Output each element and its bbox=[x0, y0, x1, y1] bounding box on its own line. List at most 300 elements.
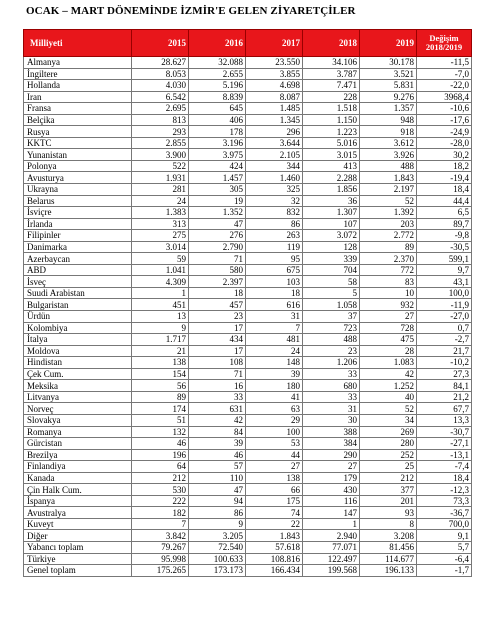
year-2017-cell: 74 bbox=[246, 507, 303, 519]
year-2017-cell: 1.345 bbox=[246, 114, 303, 126]
year-2016-cell: 94 bbox=[189, 495, 246, 507]
change-cell: -1,7 bbox=[417, 565, 472, 577]
table-row bbox=[24, 530, 472, 542]
table-row bbox=[24, 518, 472, 530]
year-2016-cell: 47 bbox=[189, 218, 246, 230]
year-2019-cell: 10 bbox=[360, 287, 417, 299]
year-2015-cell: 522 bbox=[132, 160, 189, 172]
table-row bbox=[24, 507, 472, 519]
year-2015-cell: 1.717 bbox=[132, 334, 189, 346]
year-2016-cell: 84 bbox=[189, 426, 246, 438]
year-2019-cell: 728 bbox=[360, 322, 417, 334]
year-2017-cell: 832 bbox=[246, 207, 303, 219]
change-cell: 9,7 bbox=[417, 264, 472, 276]
change-cell: 67,7 bbox=[417, 403, 472, 415]
year-2019-cell: 201 bbox=[360, 495, 417, 507]
year-2018-cell: 1.150 bbox=[303, 114, 360, 126]
nationality-cell: Gürcistan bbox=[24, 438, 132, 450]
year-2017-cell: 138 bbox=[246, 472, 303, 484]
year-2015-cell: 813 bbox=[132, 114, 189, 126]
year-2015-cell: 2.695 bbox=[132, 103, 189, 115]
year-2019-cell: 918 bbox=[360, 126, 417, 138]
year-2017-cell: 57.618 bbox=[246, 541, 303, 553]
change-cell: -11,5 bbox=[417, 57, 472, 69]
year-2018-cell: 388 bbox=[303, 426, 360, 438]
year-2018-cell: 2.940 bbox=[303, 530, 360, 542]
year-2016-cell: 2.397 bbox=[189, 276, 246, 288]
table-row bbox=[24, 449, 472, 461]
year-2019-cell: 28 bbox=[360, 345, 417, 357]
nationality-cell: Türkiye bbox=[24, 553, 132, 565]
year-2019-cell: 81.456 bbox=[360, 541, 417, 553]
year-2019-cell: 203 bbox=[360, 218, 417, 230]
year-2016-cell: 3.975 bbox=[189, 149, 246, 161]
year-2018-cell: 1.518 bbox=[303, 103, 360, 115]
table-row bbox=[24, 414, 472, 426]
year-2018-cell: 1 bbox=[303, 518, 360, 530]
year-2016-cell: 71 bbox=[189, 368, 246, 380]
year-2019-cell: 3.521 bbox=[360, 68, 417, 80]
year-2015-cell: 89 bbox=[132, 391, 189, 403]
table-row bbox=[24, 368, 472, 380]
year-2016-cell: 110 bbox=[189, 472, 246, 484]
year-2019-cell: 1.252 bbox=[360, 380, 417, 392]
year-2017-cell: 3.644 bbox=[246, 137, 303, 149]
year-2019-cell: 772 bbox=[360, 264, 417, 276]
year-2016-cell: 32.088 bbox=[189, 57, 246, 69]
year-2017-cell: 8.087 bbox=[246, 91, 303, 103]
change-cell: 18,2 bbox=[417, 160, 472, 172]
year-2015-cell: 313 bbox=[132, 218, 189, 230]
nationality-cell: Genel toplam bbox=[24, 565, 132, 577]
nationality-cell: Yunanistan bbox=[24, 149, 132, 161]
year-2017-cell: 148 bbox=[246, 357, 303, 369]
change-cell: -27,0 bbox=[417, 311, 472, 323]
year-2017-cell: 263 bbox=[246, 230, 303, 242]
year-2016-cell: 86 bbox=[189, 507, 246, 519]
year-2019-cell: 27 bbox=[360, 311, 417, 323]
year-2017-cell: 53 bbox=[246, 438, 303, 450]
year-2019-cell: 1.083 bbox=[360, 357, 417, 369]
year-2019-cell: 3.208 bbox=[360, 530, 417, 542]
table-row bbox=[24, 57, 472, 69]
year-2019-cell: 52 bbox=[360, 195, 417, 207]
year-2019-cell: 3.926 bbox=[360, 149, 417, 161]
change-cell: 3968,4 bbox=[417, 91, 472, 103]
year-2015-cell: 182 bbox=[132, 507, 189, 519]
nationality-cell: Suudi Arabistan bbox=[24, 287, 132, 299]
table-row bbox=[24, 137, 472, 149]
year-2016-cell: 9 bbox=[189, 518, 246, 530]
column-header-2017: 2017 bbox=[246, 30, 303, 57]
year-2016-cell: 42 bbox=[189, 414, 246, 426]
table-row bbox=[24, 230, 472, 242]
table-row bbox=[24, 287, 472, 299]
year-2016-cell: 305 bbox=[189, 184, 246, 196]
change-cell: -10,2 bbox=[417, 357, 472, 369]
year-2015-cell: 79.267 bbox=[132, 541, 189, 553]
year-2018-cell: 1.206 bbox=[303, 357, 360, 369]
year-2016-cell: 631 bbox=[189, 403, 246, 415]
change-cell: 18,4 bbox=[417, 184, 472, 196]
table-row bbox=[24, 195, 472, 207]
year-2016-cell: 108 bbox=[189, 357, 246, 369]
nationality-cell: Litvanya bbox=[24, 391, 132, 403]
column-header-2019: 2019 bbox=[360, 30, 417, 57]
nationality-cell: Çin Halk Cum. bbox=[24, 484, 132, 496]
table-row bbox=[24, 276, 472, 288]
change-cell: -13,1 bbox=[417, 449, 472, 461]
year-2016-cell: 17 bbox=[189, 322, 246, 334]
year-2016-cell: 2.655 bbox=[189, 68, 246, 80]
table-row bbox=[24, 299, 472, 311]
table-row bbox=[24, 114, 472, 126]
year-2016-cell: 173.173 bbox=[189, 565, 246, 577]
year-2015-cell: 1.931 bbox=[132, 172, 189, 184]
year-2015-cell: 13 bbox=[132, 311, 189, 323]
year-2018-cell: 384 bbox=[303, 438, 360, 450]
nationality-cell: Avustralya bbox=[24, 507, 132, 519]
year-2018-cell: 228 bbox=[303, 91, 360, 103]
year-2019-cell: 932 bbox=[360, 299, 417, 311]
year-2019-cell: 948 bbox=[360, 114, 417, 126]
year-2018-cell: 36 bbox=[303, 195, 360, 207]
nationality-cell: Fransa bbox=[24, 103, 132, 115]
table-row bbox=[24, 334, 472, 346]
table-row bbox=[24, 438, 472, 450]
table-row bbox=[24, 103, 472, 115]
nationality-cell: Rusya bbox=[24, 126, 132, 138]
nationality-cell: Hollanda bbox=[24, 80, 132, 92]
year-2016-cell: 17 bbox=[189, 345, 246, 357]
change-cell: 73,3 bbox=[417, 495, 472, 507]
year-2015-cell: 1 bbox=[132, 287, 189, 299]
year-2018-cell: 5 bbox=[303, 287, 360, 299]
year-2017-cell: 86 bbox=[246, 218, 303, 230]
table-row bbox=[24, 403, 472, 415]
year-2018-cell: 37 bbox=[303, 311, 360, 323]
year-2018-cell: 116 bbox=[303, 495, 360, 507]
change-cell: -24,9 bbox=[417, 126, 472, 138]
nationality-cell: Kanada bbox=[24, 472, 132, 484]
nationality-cell: Iran bbox=[24, 91, 132, 103]
change-cell: 84,1 bbox=[417, 380, 472, 392]
change-cell: 9,1 bbox=[417, 530, 472, 542]
year-2019-cell: 25 bbox=[360, 461, 417, 473]
change-cell: 700,0 bbox=[417, 518, 472, 530]
table-row bbox=[24, 264, 472, 276]
column-header-2015: 2015 bbox=[132, 30, 189, 57]
year-2019-cell: 83 bbox=[360, 276, 417, 288]
change-cell: -9,8 bbox=[417, 230, 472, 242]
change-cell: 21,2 bbox=[417, 391, 472, 403]
year-2018-cell: 27 bbox=[303, 461, 360, 473]
change-cell: -10,6 bbox=[417, 103, 472, 115]
nationality-cell: Ürdün bbox=[24, 311, 132, 323]
year-2017-cell: 1.460 bbox=[246, 172, 303, 184]
table-body bbox=[24, 57, 472, 577]
year-2017-cell: 29 bbox=[246, 414, 303, 426]
year-2019-cell: 475 bbox=[360, 334, 417, 346]
year-2016-cell: 71 bbox=[189, 253, 246, 265]
year-2018-cell: 33 bbox=[303, 391, 360, 403]
change-cell: 27,3 bbox=[417, 368, 472, 380]
change-cell: -27,1 bbox=[417, 438, 472, 450]
table-row bbox=[24, 253, 472, 265]
nationality-cell: Ukrayna bbox=[24, 184, 132, 196]
year-2018-cell: 77.071 bbox=[303, 541, 360, 553]
change-cell: -28,0 bbox=[417, 137, 472, 149]
year-2016-cell: 2.790 bbox=[189, 241, 246, 253]
nationality-cell: İrlanda bbox=[24, 218, 132, 230]
year-2019-cell: 377 bbox=[360, 484, 417, 496]
change-cell: 44,4 bbox=[417, 195, 472, 207]
year-2015-cell: 1.041 bbox=[132, 264, 189, 276]
year-2017-cell: 39 bbox=[246, 368, 303, 380]
year-2019-cell: 3.612 bbox=[360, 137, 417, 149]
nationality-cell: Kolombiya bbox=[24, 322, 132, 334]
nationality-cell: Hindistan bbox=[24, 357, 132, 369]
year-2015-cell: 222 bbox=[132, 495, 189, 507]
year-2017-cell: 41 bbox=[246, 391, 303, 403]
year-2019-cell: 252 bbox=[360, 449, 417, 461]
year-2018-cell: 3.015 bbox=[303, 149, 360, 161]
table-row bbox=[24, 80, 472, 92]
table-row bbox=[24, 565, 472, 577]
nationality-cell: Brezilya bbox=[24, 449, 132, 461]
year-2018-cell: 723 bbox=[303, 322, 360, 334]
table-row bbox=[24, 184, 472, 196]
year-2018-cell: 128 bbox=[303, 241, 360, 253]
nationality-cell: İngiltere bbox=[24, 68, 132, 80]
year-2018-cell: 31 bbox=[303, 403, 360, 415]
year-2017-cell: 108.816 bbox=[246, 553, 303, 565]
nationality-cell: ABD bbox=[24, 264, 132, 276]
year-2018-cell: 704 bbox=[303, 264, 360, 276]
year-2019-cell: 30.178 bbox=[360, 57, 417, 69]
table-row bbox=[24, 472, 472, 484]
year-2017-cell: 1.485 bbox=[246, 103, 303, 115]
year-2018-cell: 34.106 bbox=[303, 57, 360, 69]
year-2016-cell: 178 bbox=[189, 126, 246, 138]
nationality-cell: Bulgaristan bbox=[24, 299, 132, 311]
year-2016-cell: 434 bbox=[189, 334, 246, 346]
change-cell: -30,7 bbox=[417, 426, 472, 438]
year-2016-cell: 57 bbox=[189, 461, 246, 473]
nationality-cell: İsviçre bbox=[24, 207, 132, 219]
year-2017-cell: 24 bbox=[246, 345, 303, 357]
year-2017-cell: 2.105 bbox=[246, 149, 303, 161]
year-2019-cell: 212 bbox=[360, 472, 417, 484]
year-2017-cell: 18 bbox=[246, 287, 303, 299]
year-2016-cell: 3.205 bbox=[189, 530, 246, 542]
year-2017-cell: 1.843 bbox=[246, 530, 303, 542]
year-2017-cell: 31 bbox=[246, 311, 303, 323]
table-row bbox=[24, 68, 472, 80]
nationality-cell: Almanya bbox=[24, 57, 132, 69]
table-row bbox=[24, 426, 472, 438]
year-2015-cell: 9 bbox=[132, 322, 189, 334]
table-row bbox=[24, 126, 472, 138]
year-2015-cell: 24 bbox=[132, 195, 189, 207]
change-cell: 0,7 bbox=[417, 322, 472, 334]
nationality-cell: İspanya bbox=[24, 495, 132, 507]
year-2015-cell: 451 bbox=[132, 299, 189, 311]
year-2017-cell: 344 bbox=[246, 160, 303, 172]
nationality-cell: Filipinler bbox=[24, 230, 132, 242]
year-2018-cell: 3.787 bbox=[303, 68, 360, 80]
year-2019-cell: 89 bbox=[360, 241, 417, 253]
year-2016-cell: 406 bbox=[189, 114, 246, 126]
year-2015-cell: 275 bbox=[132, 230, 189, 242]
change-cell: -11,9 bbox=[417, 299, 472, 311]
table-row bbox=[24, 461, 472, 473]
year-2018-cell: 488 bbox=[303, 334, 360, 346]
year-2015-cell: 281 bbox=[132, 184, 189, 196]
year-2017-cell: 32 bbox=[246, 195, 303, 207]
year-2018-cell: 5.016 bbox=[303, 137, 360, 149]
nationality-cell: Çek Cum. bbox=[24, 368, 132, 380]
year-2015-cell: 21 bbox=[132, 345, 189, 357]
year-2019-cell: 8 bbox=[360, 518, 417, 530]
year-2017-cell: 616 bbox=[246, 299, 303, 311]
year-2016-cell: 39 bbox=[189, 438, 246, 450]
year-2018-cell: 339 bbox=[303, 253, 360, 265]
year-2019-cell: 40 bbox=[360, 391, 417, 403]
year-2016-cell: 1.457 bbox=[189, 172, 246, 184]
year-2015-cell: 132 bbox=[132, 426, 189, 438]
year-2019-cell: 488 bbox=[360, 160, 417, 172]
year-2019-cell: 280 bbox=[360, 438, 417, 450]
year-2015-cell: 293 bbox=[132, 126, 189, 138]
change-cell: -2,7 bbox=[417, 334, 472, 346]
change-cell: 100,0 bbox=[417, 287, 472, 299]
change-cell: -6,4 bbox=[417, 553, 472, 565]
year-2019-cell: 52 bbox=[360, 403, 417, 415]
year-2017-cell: 23.550 bbox=[246, 57, 303, 69]
table-row bbox=[24, 241, 472, 253]
year-2018-cell: 58 bbox=[303, 276, 360, 288]
year-2019-cell: 2.197 bbox=[360, 184, 417, 196]
year-2019-cell: 34 bbox=[360, 414, 417, 426]
nationality-cell: Meksika bbox=[24, 380, 132, 392]
year-2017-cell: 675 bbox=[246, 264, 303, 276]
year-2017-cell: 100 bbox=[246, 426, 303, 438]
table-row bbox=[24, 172, 472, 184]
year-2015-cell: 1.383 bbox=[132, 207, 189, 219]
nationality-cell: Diğer bbox=[24, 530, 132, 542]
nationality-cell: Norveç bbox=[24, 403, 132, 415]
nationality-cell: Romanya bbox=[24, 426, 132, 438]
year-2015-cell: 51 bbox=[132, 414, 189, 426]
change-cell: -19,4 bbox=[417, 172, 472, 184]
nationality-cell: Azerbaycan bbox=[24, 253, 132, 265]
year-2015-cell: 4.309 bbox=[132, 276, 189, 288]
year-2015-cell: 7 bbox=[132, 518, 189, 530]
year-2018-cell: 2.288 bbox=[303, 172, 360, 184]
year-2015-cell: 64 bbox=[132, 461, 189, 473]
year-2018-cell: 23 bbox=[303, 345, 360, 357]
year-2016-cell: 19 bbox=[189, 195, 246, 207]
year-2018-cell: 430 bbox=[303, 484, 360, 496]
table-row bbox=[24, 91, 472, 103]
year-2019-cell: 5.831 bbox=[360, 80, 417, 92]
year-2016-cell: 16 bbox=[189, 380, 246, 392]
change-cell: 18,4 bbox=[417, 472, 472, 484]
table-row bbox=[24, 218, 472, 230]
year-2016-cell: 645 bbox=[189, 103, 246, 115]
year-2017-cell: 63 bbox=[246, 403, 303, 415]
year-2015-cell: 59 bbox=[132, 253, 189, 265]
year-2015-cell: 28.627 bbox=[132, 57, 189, 69]
year-2019-cell: 93 bbox=[360, 507, 417, 519]
change-cell: 599,1 bbox=[417, 253, 472, 265]
year-2019-cell: 114.677 bbox=[360, 553, 417, 565]
year-2019-cell: 1.843 bbox=[360, 172, 417, 184]
year-2019-cell: 2.370 bbox=[360, 253, 417, 265]
year-2018-cell: 1.307 bbox=[303, 207, 360, 219]
year-2019-cell: 196.133 bbox=[360, 565, 417, 577]
year-2019-cell: 269 bbox=[360, 426, 417, 438]
column-header-change: Değişim 2018/2019 bbox=[417, 30, 472, 57]
change-cell: 5,7 bbox=[417, 541, 472, 553]
change-cell: 30,2 bbox=[417, 149, 472, 161]
nationality-cell: Belarus bbox=[24, 195, 132, 207]
year-2016-cell: 47 bbox=[189, 484, 246, 496]
year-2017-cell: 325 bbox=[246, 184, 303, 196]
year-2015-cell: 3.842 bbox=[132, 530, 189, 542]
year-2018-cell: 290 bbox=[303, 449, 360, 461]
year-2016-cell: 72.540 bbox=[189, 541, 246, 553]
table-row bbox=[24, 322, 472, 334]
year-2017-cell: 7 bbox=[246, 322, 303, 334]
year-2016-cell: 5.196 bbox=[189, 80, 246, 92]
nationality-cell: Danimarka bbox=[24, 241, 132, 253]
year-2018-cell: 1.223 bbox=[303, 126, 360, 138]
year-2015-cell: 530 bbox=[132, 484, 189, 496]
year-2016-cell: 33 bbox=[189, 391, 246, 403]
year-2017-cell: 95 bbox=[246, 253, 303, 265]
year-2017-cell: 22 bbox=[246, 518, 303, 530]
change-cell: 89,7 bbox=[417, 218, 472, 230]
year-2017-cell: 296 bbox=[246, 126, 303, 138]
year-2017-cell: 166.434 bbox=[246, 565, 303, 577]
year-2015-cell: 154 bbox=[132, 368, 189, 380]
year-2015-cell: 2.855 bbox=[132, 137, 189, 149]
year-2018-cell: 30 bbox=[303, 414, 360, 426]
year-2018-cell: 199.568 bbox=[303, 565, 360, 577]
year-2018-cell: 680 bbox=[303, 380, 360, 392]
year-2016-cell: 46 bbox=[189, 449, 246, 461]
column-header-nationality: Milliyeti bbox=[24, 30, 132, 57]
change-cell: -30,5 bbox=[417, 241, 472, 253]
year-2018-cell: 7.471 bbox=[303, 80, 360, 92]
table-row bbox=[24, 484, 472, 496]
year-2017-cell: 103 bbox=[246, 276, 303, 288]
year-2015-cell: 3.900 bbox=[132, 149, 189, 161]
change-cell: 43,1 bbox=[417, 276, 472, 288]
year-2017-cell: 119 bbox=[246, 241, 303, 253]
nationality-cell: Yabancı toplam bbox=[24, 541, 132, 553]
year-2017-cell: 44 bbox=[246, 449, 303, 461]
nationality-cell: Avusturya bbox=[24, 172, 132, 184]
year-2016-cell: 457 bbox=[189, 299, 246, 311]
year-2017-cell: 27 bbox=[246, 461, 303, 473]
year-2016-cell: 100.633 bbox=[189, 553, 246, 565]
table-row bbox=[24, 345, 472, 357]
change-cell: 13,3 bbox=[417, 414, 472, 426]
year-2018-cell: 147 bbox=[303, 507, 360, 519]
